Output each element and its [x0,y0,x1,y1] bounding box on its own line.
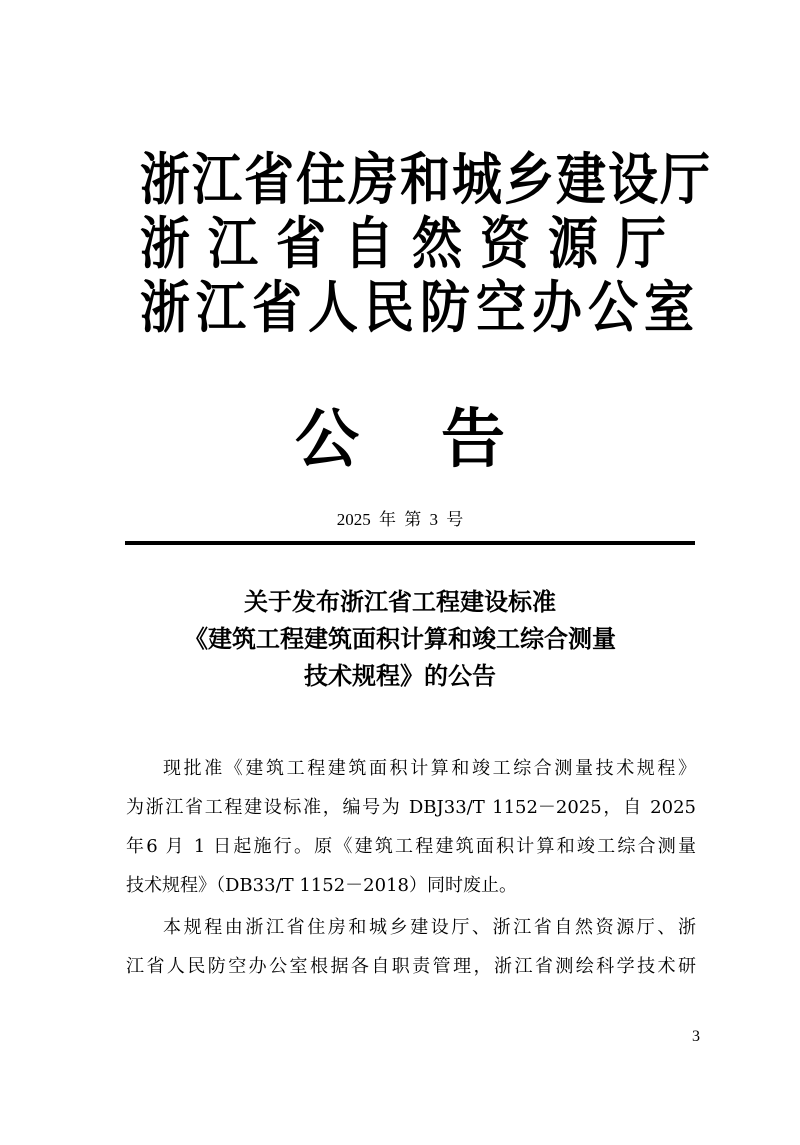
announcement-heading [0,583,800,694]
notice-title: 公告 [295,402,587,477]
body-line: 年6 月 1 日起施行。原《建筑工程建筑面积计算和竣工综合测量 [126,836,696,857]
body-line: 江省人民防空办公室根据各自职责管理，浙江省测绘科学技术研 [126,956,696,977]
header-divider [125,541,695,545]
issuer-housing-department: 浙江省住房和城乡建设厅 [140,146,712,213]
body-line: 为浙江省工程建设标准，编号为 DBJ33/T 1152－2025，自 2025 [126,797,696,818]
heading-line: 技术规程》的公告 [304,661,496,690]
announcement-body [126,749,696,986]
body-line: 技术规程》（DB33/T 1152－2018）同时废止。 [126,875,517,896]
page-number: 3 [692,1028,700,1045]
issuer-civil-air-defense-office: 浙江省人民防空办公室 [140,274,700,341]
body-line: 现批准《建筑工程建筑面积计算和竣工综合测量技术规程》 [163,758,696,779]
heading-line: 《建筑工程建筑面积计算和竣工综合测量 [184,624,616,653]
issuing-authorities [140,146,712,341]
issuer-natural-resources-department: 浙江省自然资源厅 [140,210,684,277]
heading-line: 关于发布浙江省工程建设标准 [244,587,556,616]
body-line: 本规程由浙江省住房和城乡建设厅、浙江省自然资源厅、浙 [163,917,696,938]
document-number: 2025 年 第 3 号 [336,510,464,529]
